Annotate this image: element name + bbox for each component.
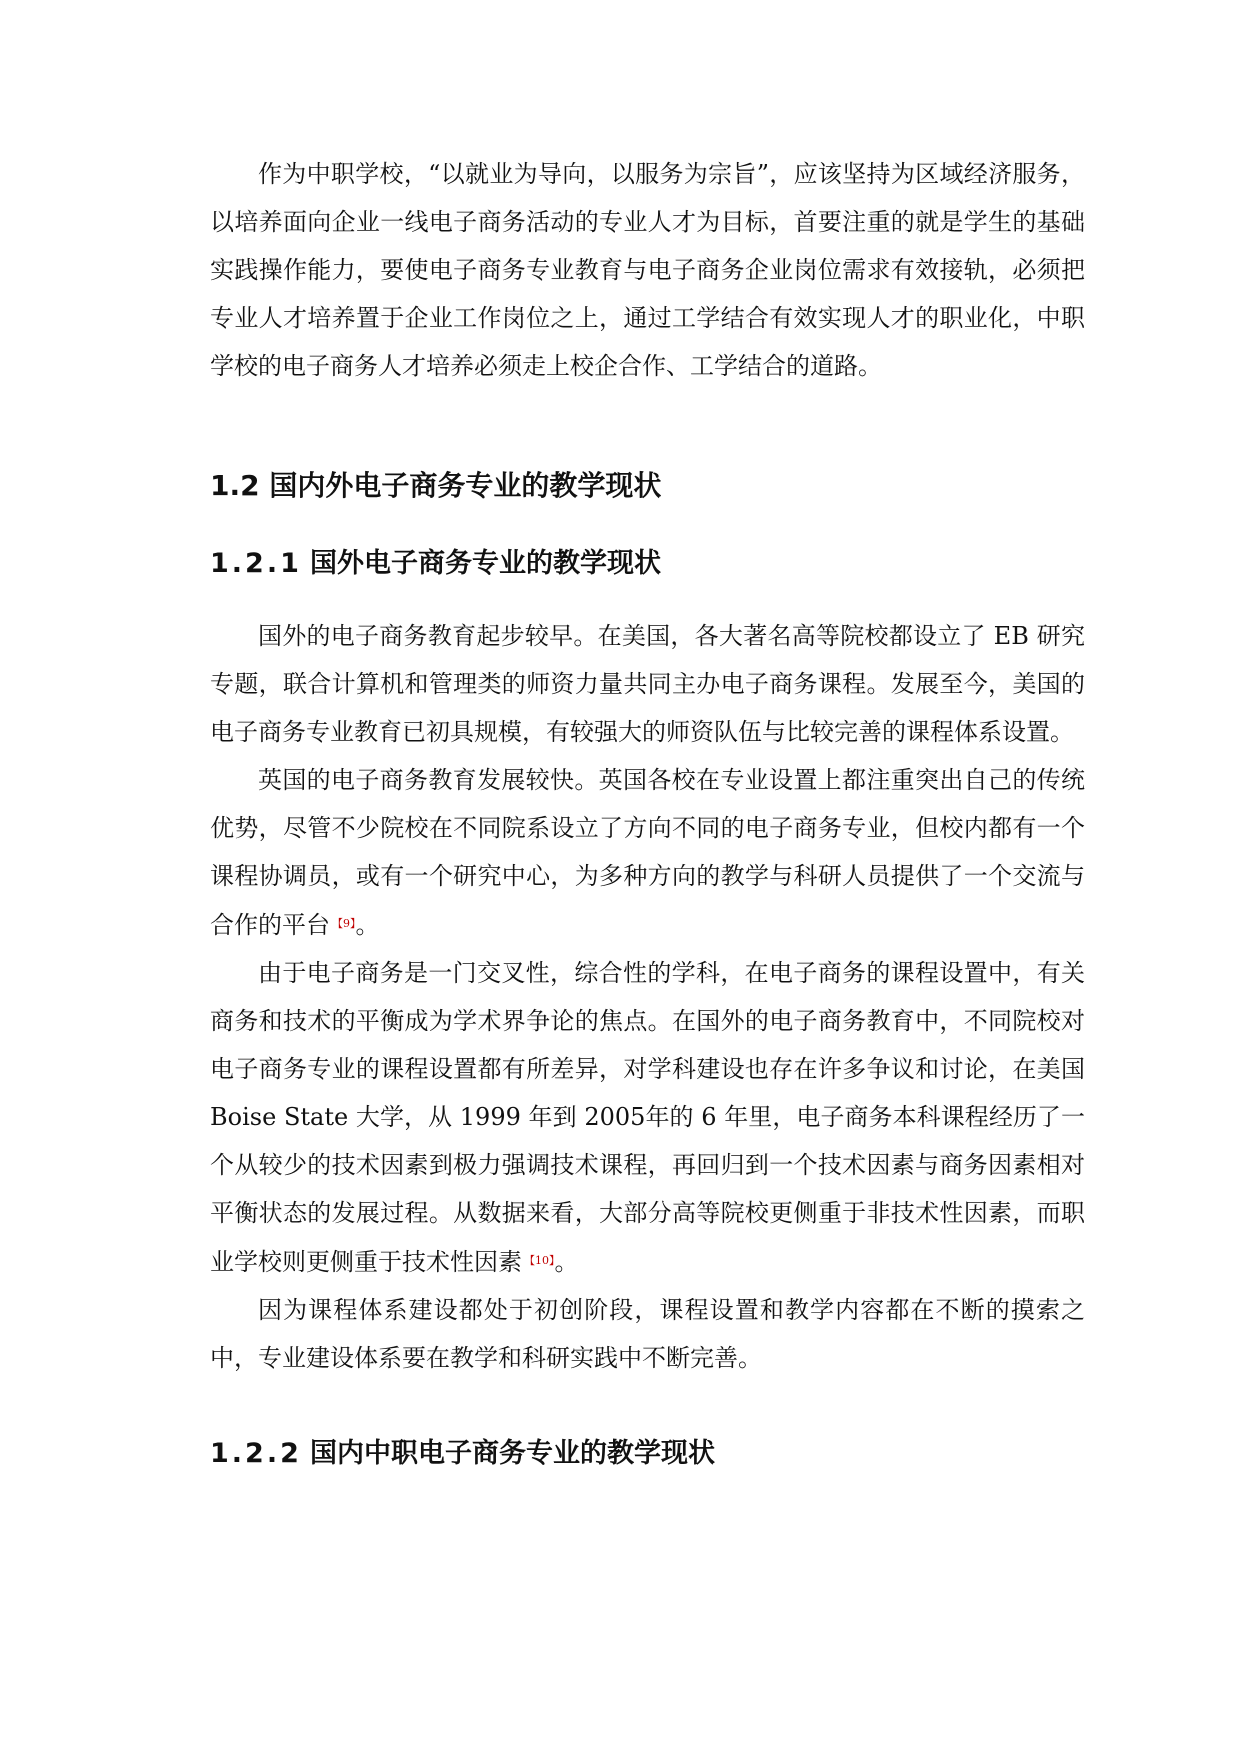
section-title: 国内中职电子商务专业的教学现状 (310, 1438, 715, 1469)
spacer (210, 390, 1085, 466)
citation-9[interactable]: 【9】 (332, 917, 356, 930)
spacer (210, 584, 1085, 612)
paragraph-end: 。 (355, 911, 380, 939)
paragraph-balance (210, 949, 1085, 1286)
document-page (210, 150, 1085, 1474)
paragraph-end: 。 (554, 1248, 579, 1276)
paragraph-us: 国外的电子商务教育起步较早。在美国，各大著名高等院校都设立了 EB 研究专题，联合计算机和管理类的师资力量共同主办电子商务课程。发展至今，美国的电子商务专业教育已初具规模，有较强大的师资队伍与比较完善的课程体系设置。 (210, 622, 1085, 746)
spacer (210, 1382, 1085, 1434)
section-number: 1.2.2 (210, 1438, 302, 1469)
section-heading-1-2-1 (210, 544, 1085, 584)
paragraph-text: 由于电子商务是一门交叉性，综合性的学科，在电子商务的课程设置中，有关商务和技术的平衡成为学术界争论的焦点。在国外的电子商务教育中，不同院校对电子商务专业的课程设置都有所差异，对学科建设也存在许多争议和讨论，在美国 Boise State 大学，从 1999 年到 2005年的 6 年里，电子商务本科课程经历了一个从较少的技术因素到极力强调技术课程，再回归到一个技术因素与商务因素相对平衡状态的发展过程。从数据来看，大部分高等院校更侧重于非技术性因素，而职业学校则更侧重于技术性因素 (210, 959, 1085, 1276)
paragraph-uk (210, 756, 1085, 949)
section-heading-1-2: 1.2 国内外电子商务专业的教学现状 (210, 469, 662, 502)
paragraph-text: 英国的电子商务教育发展较快。英国各校在专业设置上都注重突出自己的传统优势，尽管不少院校在不同院系设立了方向不同的电子商务专业，但校内都有一个课程协调员，或有一个研究中心，为多种方向的教学与科研人员提供了一个交流与合作的平台 (210, 766, 1085, 939)
section-heading-1-2-2 (210, 1434, 1085, 1474)
section-number: 1.2.1 (210, 548, 302, 579)
citation-10[interactable]: 【10】 (524, 1254, 555, 1267)
section-title: 国外电子商务专业的教学现状 (310, 548, 661, 579)
intro-paragraph: 作为中职学校，“以就业为导向，以服务为宗旨”，应该坚持为区域经济服务，以培养面向企业一线电子商务活动的专业人才为目标，首要注重的就是学生的基础实践操作能力，要使电子商务专业教育与电子商务企业岗位需求有效接轨，必须把专业人才培养置于企业工作岗位之上，通过工学结合有效实现人才的职业化，中职学校的电子商务人才培养必须走上校企合作、工学结合的道路。 (210, 160, 1085, 380)
spacer (210, 506, 1085, 544)
paragraph-curriculum: 因为课程体系建设都处于初创阶段，课程设置和教学内容都在不断的摸索之中，专业建设体系要在教学和科研实践中不断完善。 (210, 1296, 1085, 1372)
